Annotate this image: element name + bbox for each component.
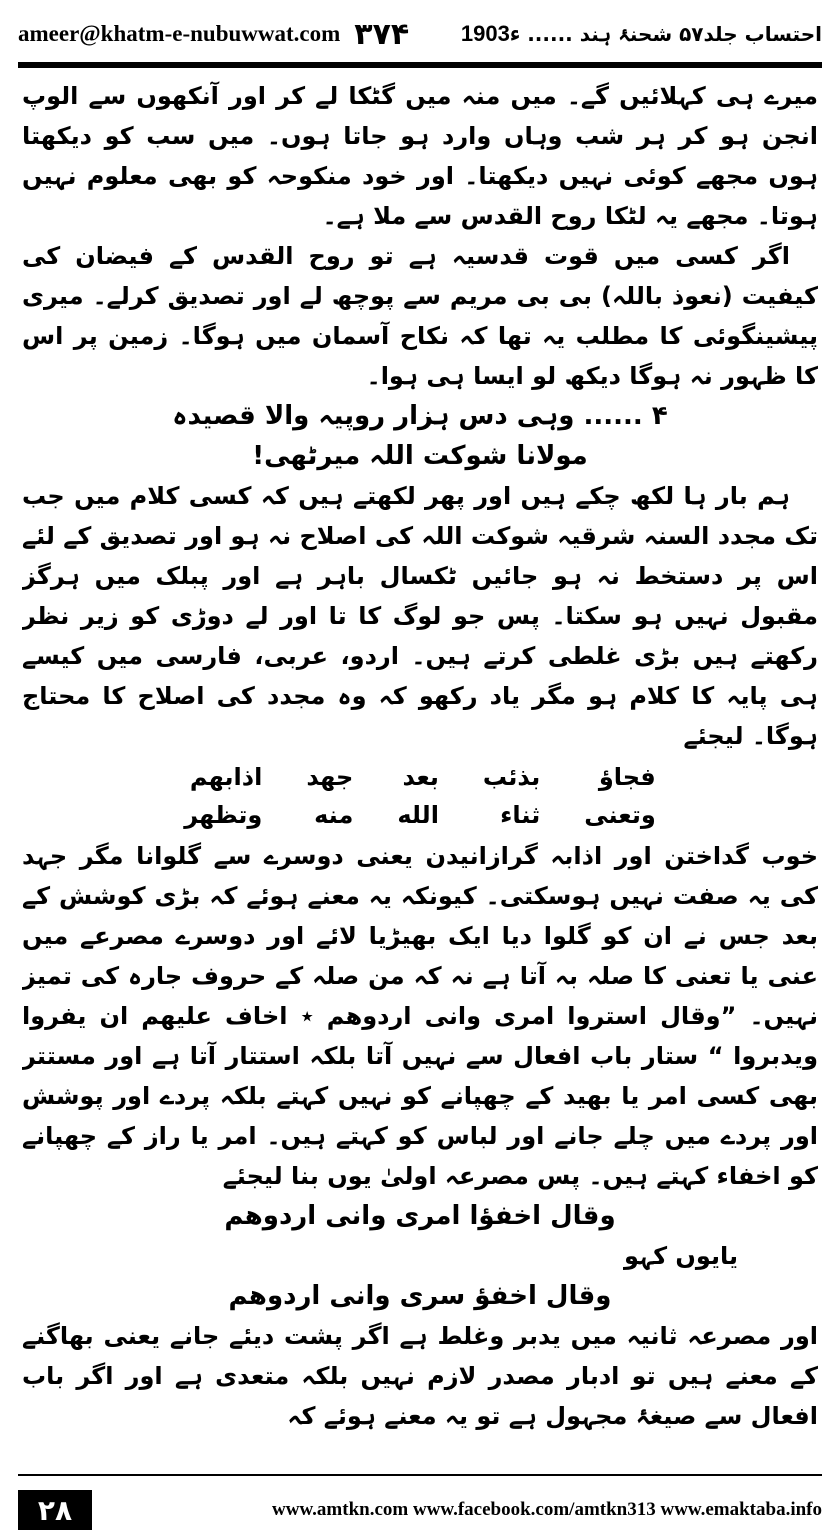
header-title-block bbox=[461, 21, 822, 47]
header-page-number: ۳۷۴ bbox=[354, 16, 410, 52]
corrected-verse-1: وقال اخفؤا امری وانی اردوهم bbox=[224, 1201, 616, 1231]
verse-word: ثناء bbox=[500, 801, 541, 829]
footer-rule bbox=[18, 1474, 822, 1476]
verse-word: جهد bbox=[306, 763, 354, 791]
footer-page-number: ۲۸ bbox=[18, 1490, 92, 1530]
page-header bbox=[18, 12, 822, 56]
verse-word: بعد bbox=[402, 763, 439, 791]
paragraph-5: اور مصرعہ ثانیہ میں یدبر وغلط ہے اگر پشت دیئے جانے یعنی بھاگنے کے معنے ہیں تو ادبار مصدر لازم نہیں بلکہ متعدی ہے اور اگر باب افعال سے صیغۂ مجہول ہے تو یہ معنے ہوئے کہ bbox=[22, 1322, 818, 1430]
paragraph-4: خوب گداختن اور اذابہ گرازانیدن یعنی دوسرے سے گلوانا مگر جہد کی یہ صفت نہیں ہوسکتی۔ کیونکہ یہ معنے ہوئے کہ بڑی کوشش کے بعد جس نے ان کو گلوا دیا ایک بھیڑیا لائے اور دوسرے مصرعے میں عنی یا تعنی کا صلہ بہ آتا ہے نہ کہ من صلہ کے حروف جارہ کی تمیز نہیں۔ ”وقال استروا امری وانی اردوهم ٭ اخاف علیهم ان یفروا ویدبروا “ ستار باب افعال سے نہیں آتا بلکہ استتار آتا ہے اور مستتر بھی کسی امر یا بھید کے چھپانے کو نہیں کہتے بلکہ پردے اور پوشش اور پردے میں چلے جانے اور لباس کو کہتے ہیں۔ امر یا راز کے چھپانے کو اخفاء کہتے ہیں۔ پس مصرعہ اولیٰ یوں بنا لیجئے bbox=[22, 842, 818, 1190]
footer-links[interactable]: www.amtkn.com www.facebook.com/amtkn313 www.emaktaba.info bbox=[272, 1499, 822, 1520]
paragraph-1: میرے ہی کہلائیں گے۔ میں منہ میں گٹکا لے کر اور آنکھوں سے الوپ انجن ہو کر ہر شب وہاں وارد ہو جاتا ہوں۔ میں سب کو دیکھتا ہوں مجھے کوئی نہیں دیکھتا۔ اور خود منکوحہ کو بھی معلوم نہیں ہوتا۔ مجھے یہ لٹکا روح القدس سے ملا ہے۔ bbox=[22, 82, 818, 230]
verse-word: الله bbox=[397, 801, 439, 829]
page-footer bbox=[18, 1490, 822, 1530]
header-year: 1903ء bbox=[460, 21, 521, 46]
verse-word: فجاؤ bbox=[598, 763, 656, 791]
header-left bbox=[18, 17, 409, 52]
header-email: ameer@khatm-e-nubuwwat.com bbox=[18, 21, 341, 46]
header-dots: ...... bbox=[527, 22, 573, 46]
corrected-verse-2: وقال اخفؤ سری وانی اردوهم bbox=[228, 1281, 612, 1311]
verse-word: منه bbox=[314, 801, 354, 829]
header-title: احتساب جلد۵۷ شحنۂ ہند bbox=[579, 22, 822, 46]
section-heading: ۴ ...... وہی دس ہزار روپیہ والا قصیدہ bbox=[172, 401, 668, 431]
page-body bbox=[22, 76, 818, 1464]
verse-word: وتعنی bbox=[584, 801, 656, 829]
verse-word: بذئب bbox=[482, 763, 541, 791]
section-author: مولانا شوکت اللہ میرٹھی! bbox=[252, 441, 588, 471]
header-rule bbox=[18, 62, 822, 68]
verse-word: اذابهم bbox=[189, 763, 263, 791]
paragraph-3: ہم بار ہا لکھ چکے ہیں اور پھر لکھتے ہیں کہ کسی کلام میں جب تک مجدد السنہ شرقیہ شوکت اللہ کی اصلاح نہ ہو اور تصدیق کے لئے اس پر دستخط نہ ہو جائیں ٹکسال باہر ہے اور پبلک میں ہرگز مقبول نہیں ہو سکتا۔ پس جو لوگ کا تا اور لے دوڑی کو زیر نظر رکھتے ہیں بڑی غلطی کرتے ہیں۔ اردو، عربی، فارسی میں کیسے ہی پایہ کا کلام ہو مگر یاد رکھو کہ وہ مجدد کی اصلاح کا محتاج ہوگا۔ لیجئے bbox=[22, 482, 818, 750]
verse-couplet bbox=[22, 758, 818, 834]
verse-word: وتظهر bbox=[184, 801, 263, 829]
or-say-label: یایوں کہو bbox=[624, 1242, 738, 1270]
paragraph-2: اگر کسی میں قوت قدسیہ ہے تو روح القدس کے فیضان کی کیفیت (نعوذ باللہ) بی بی مریم سے پوچھ لے اور تصدیق کرلے۔ میری پیشینگوئی کا مطلب یہ تھا کہ نکاح آسمان میں ہوگا۔ زمین پر اس کا ظہور نہ ہوگا دیکھ لو ایسا ہی ہوا۔ bbox=[22, 242, 818, 390]
